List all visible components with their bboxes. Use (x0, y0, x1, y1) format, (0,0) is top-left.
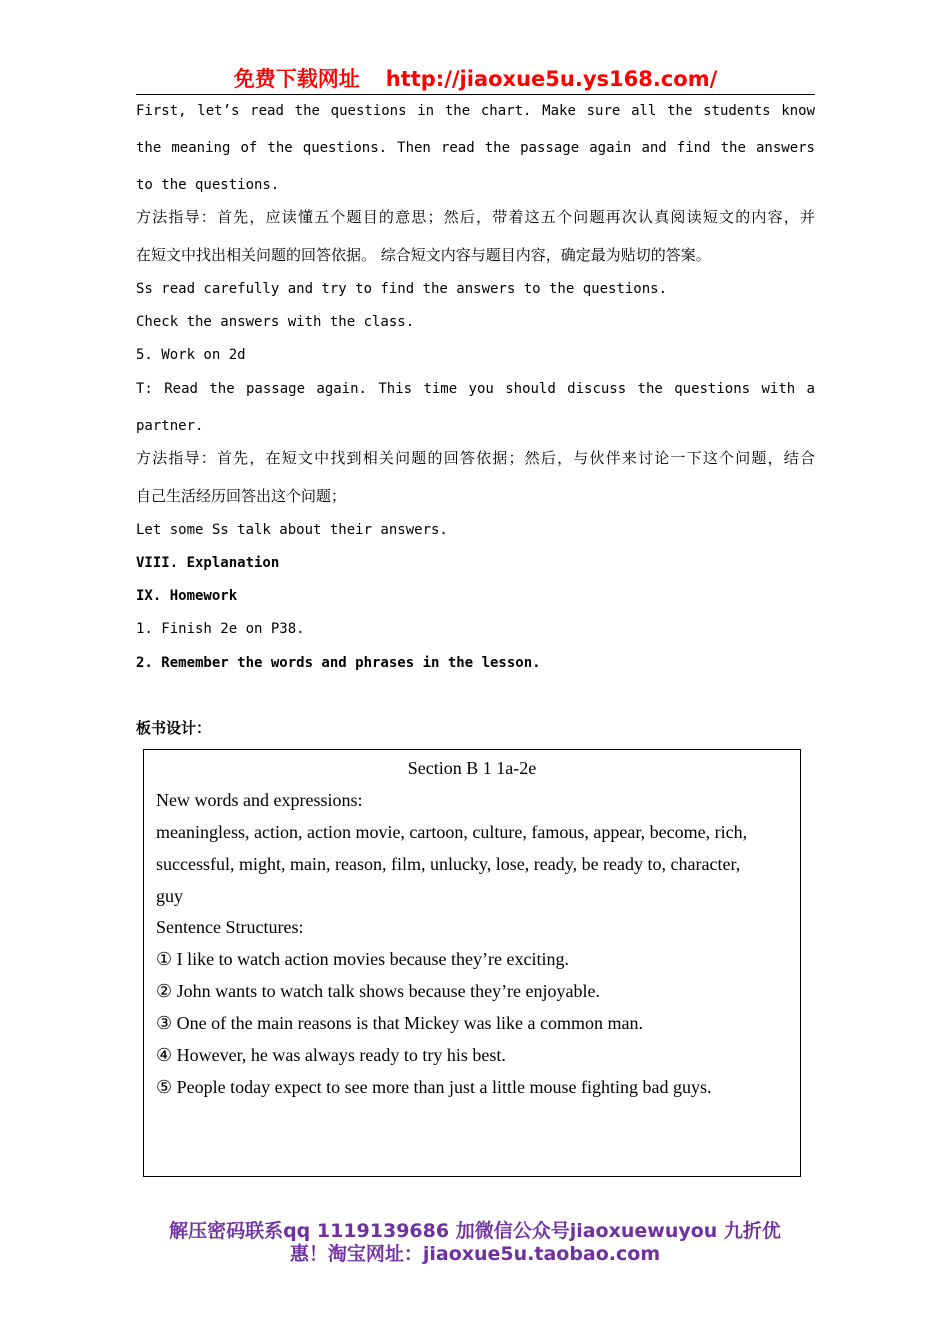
text-line: Ss read carefully and try to find the answers to the questions. (136, 281, 668, 297)
homework-item: 2. Remember the words and phrases in the lesson. (136, 655, 541, 671)
board-title: Section B 1 1a-2e (407, 758, 537, 778)
method-guide-line: 方法指导：首先，应读懂五个题目的意思；然后，带着这五个问题再次认真阅读短文的内容，并 (136, 208, 815, 226)
text-line: to the questions. (136, 177, 280, 193)
sentence-item: ① I like to watch action movies because they’re exciting. (156, 949, 569, 969)
sentence-item: ④ However, he was always ready to try his best. (156, 1045, 506, 1065)
page-header (136, 64, 815, 95)
text-line: Check the answers with the class. (136, 314, 415, 330)
words-line: meaningless, action, action movie, cartoon, culture, famous, appear, become, rich, (156, 822, 748, 842)
words-line: successful, might, main, reason, film, unlucky, lose, ready, be ready to, character, (156, 854, 741, 874)
header-download-label: 免费下载网址 (233, 67, 360, 91)
text-line: partner. (136, 418, 204, 434)
section-heading-explanation: VIII. Explanation (136, 555, 280, 571)
structures-heading: Sentence Structures: (156, 917, 304, 937)
footer-line: 惠！淘宝网址：jiaoxue5u.taobao.com (289, 1243, 661, 1265)
step-heading: 5. Work on 2d (136, 347, 246, 363)
section-heading-homework: IX. Homework (136, 588, 238, 604)
board-design-label: 板书设计： (136, 719, 212, 737)
text-line: First, let’s read the questions in the chart. Make sure all the students know (136, 103, 815, 119)
homework-item: 1. Finish 2e on P38. (136, 621, 305, 637)
sentence-item: ③ One of the main reasons is that Mickey was like a common man. (156, 1013, 644, 1033)
method-guide-line: 在短文中找出相关问题的回答依据。 综合短文内容与题目内容，确定最为贴切的答案。 (136, 246, 711, 264)
method-guide-line: 方法指导：首先，在短文中找到相关问题的回答依据；然后，与伙伴来讨论一下这个问题，结合 (136, 449, 815, 467)
header-url-link[interactable]: http://jiaoxue5u.ys168.com/ (385, 67, 718, 91)
new-words-heading: New words and expressions: (156, 790, 363, 810)
text-line: the meaning of the questions. Then read the passage again and find the answers (136, 140, 815, 156)
board-design-box (143, 749, 801, 1177)
sentence-item: ⑤ People today expect to see more than just a little mouse fighting bad guys. (156, 1077, 712, 1097)
method-guide-line: 自己生活经历回答出这个问题； (136, 487, 347, 505)
text-line: T: Read the passage again. This time you should discuss the questions with a (136, 381, 815, 397)
footer-line: 解压密码联系qq 1119139686 加微信公众号jiaoxuewuyou 九折优 (169, 1220, 781, 1242)
words-line: guy (156, 886, 183, 906)
sentence-item: ② John wants to watch talk shows because they’re enjoyable. (156, 981, 601, 1001)
text-line: Let some Ss talk about their answers. (136, 522, 448, 538)
